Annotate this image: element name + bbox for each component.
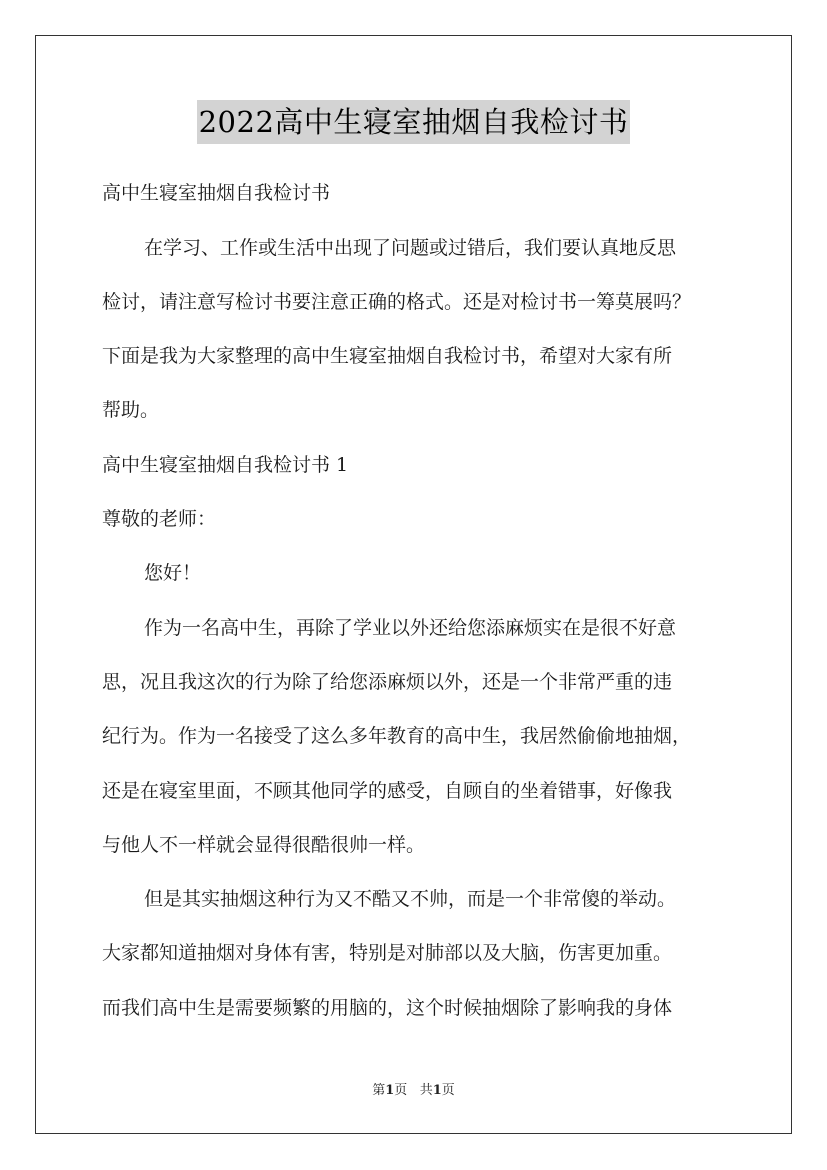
paragraph-line: 检讨，请注意写检讨书要注意正确的格式。还是对检讨书一筹莫展吗？ xyxy=(102,291,692,313)
paragraph-line: 下面是我为大家整理的高中生寝室抽烟自我检讨书，希望对大家有所 xyxy=(102,345,673,367)
page-footer xyxy=(0,1083,827,1099)
paragraph-line: 还是在寝室里面，不顾其他同学的感受，自顾自的坐着错事，好像我 xyxy=(102,780,673,802)
paragraph-line: 纪行为。作为一名接受了这么多年教育的高中生，我居然偷偷地抽烟， xyxy=(102,725,692,747)
paragraph-line: 在学习、工作或生活中出现了问题或过错后，我们要认真地反思 xyxy=(144,237,677,259)
paragraph-line: 大家都知道抽烟对身体有害，特别是对肺部以及大脑，伤害更加重。 xyxy=(102,942,673,964)
page-number: 1 xyxy=(385,1083,395,1098)
paragraph-line: 而我们高中生是需要频繁的用脑的，这个时候抽烟除了影响我的身体 xyxy=(102,997,673,1019)
paragraph-line: 与他人不一样就会显得很酷很帅一样。 xyxy=(102,834,426,856)
total-label-suffix: 页 xyxy=(441,1083,455,1098)
page-label-prefix: 第 xyxy=(372,1083,386,1098)
title-area xyxy=(0,100,827,144)
total-label-prefix: 共 xyxy=(419,1083,433,1098)
subtitle-line: 高中生寝室抽烟自我检讨书 xyxy=(102,182,331,204)
paragraph-line: 帮助。 xyxy=(102,399,160,421)
greeting: 您好！ xyxy=(144,562,202,584)
page-label-suffix: 页 xyxy=(394,1083,408,1098)
paragraph-line: 思，况且我这次的行为除了给您添麻烦以外，还是一个非常严重的违 xyxy=(102,671,673,693)
document-title: 2022高中生寝室抽烟自我检讨书 xyxy=(197,100,631,144)
salutation: 尊敬的老师： xyxy=(102,508,217,530)
paragraph-line: 作为一名高中生，再除了学业以外还给您添麻烦实在是很不好意 xyxy=(144,617,677,639)
total-pages: 1 xyxy=(432,1083,442,1098)
paragraph-line: 但是其实抽烟这种行为又不酷又不帅，而是一个非常傻的举动。 xyxy=(144,888,677,910)
section-heading: 高中生寝室抽烟自我检讨书 1 xyxy=(102,454,349,476)
